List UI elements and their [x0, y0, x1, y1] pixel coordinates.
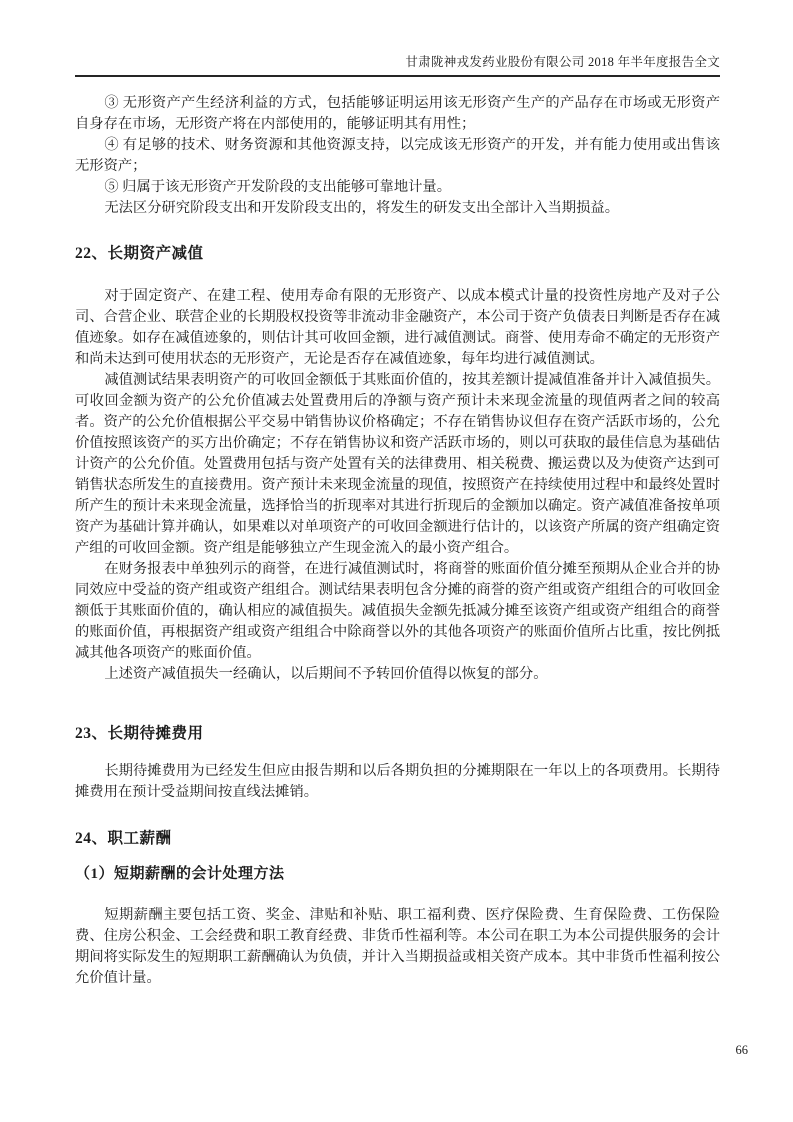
paragraph: 短期薪酬主要包括工资、奖金、津贴和补贴、职工福利费、医疗保险费、生育保险费、工伤保险费、住房公积金、工会经费和职工教育经费、非货币性福利等。本公司在职工为本公司提供服务的会计期间将实际发生的短期职工薪酬确认为负债，并计入当期损益或相关资产成本。其中非货币性福利按公允价值计量。	[75, 907, 720, 986]
paragraph: ⑤ 归属于该无形资产开发阶段的支出能够可靠地计量。	[104, 179, 452, 195]
paragraph: ④ 有足够的技术、财务资源和其他资源支持，以完成该无形资产的开发，并有能力使用或出售该无形资产；	[75, 137, 720, 174]
subsection-heading: （1）短期薪酬的会计处理方法	[75, 866, 285, 882]
section-heading-24: 24、职工薪酬	[75, 830, 172, 847]
paragraph: 对于固定资产、在建工程、使用寿命有限的无形资产、以成本模式计量的投资性房地产及对子公司、合营企业、联营企业的长期股权投资等非流动非金融资产，本公司于资产负债表日判断是否存在减值迹象。如存在减值迹象的，则估计其可收回金额，进行减值测试。商誉、使用寿命不确定的无形资产和尚未达到可使用状态的无形资产，无论是否存在减值迹象，每年均进行减值测试。	[75, 288, 720, 367]
page-content	[75, 0, 720, 989]
page-header	[75, 0, 720, 77]
header-title: 甘肃陇神戎发药业股份有限公司 2018 年半年度报告全文	[405, 55, 720, 69]
section-heading-22: 22、长期资产减值	[75, 245, 204, 262]
paragraph: 减值测试结果表明资产的可收回金额低于其账面价值的，按其差额计提减值准备并计入减值损失。可收回金额为资产的公允价值减去处置费用后的净额与资产预计未来现金流量的现值两者之间的较高者。资产的公允价值根据公平交易中销售协议价格确定；不存在销售协议但存在资产活跃市场的，公允价值按照该资产的买方出价确定；不存在销售协议和资产活跃市场的，则以可获取的最佳信息为基础估计资产的公允价值。处置费用包括与资产处置有关的法律费用、相关税费、搬运费以及为使资产达到可销售状态所发生的直接费用。资产预计未来现金流量的现值，按照资产在持续使用过程中和最终处置时所产生的预计未来现金流量，选择恰当的折现率对其进行折现后的金额加以确定。资产减值准备按单项资产为基础计算并确认，如果难以对单项资产的可收回金额进行估计的，以该资产所属的资产组确定资产组的可收回金额。资产组是能够独立产生现金流入的最小资产组合。	[75, 372, 720, 556]
paragraph: 上述资产减值损失一经确认，以后期间不予转回价值得以恢复的部分。	[104, 666, 548, 682]
paragraph: 在财务报表中单独列示的商誉，在进行减值测试时，将商誉的账面价值分摊至预期从企业合并的协同效应中受益的资产组或资产组组合。测试结果表明包含分摊的商誉的资产组或资产组组合的可收回金额低于其账面价值的，确认相应的减值损失。减值损失金额先抵减分摊至该资产组或资产组组合的商誉的账面价值，再根据资产组或资产组组合中除商誉以外的其他各项资产的账面价值所占比重，按比例抵减其他各项资产的账面价值。	[75, 561, 720, 661]
paragraph: 长期待摊费用为已经发生但应由报告期和以后各期负担的分摊期限在一年以上的各项费用。长期待摊费用在预计受益期间按直线法摊销。	[75, 763, 720, 800]
section-heading-23: 23、长期待摊费用	[75, 725, 204, 742]
paragraph: ③ 无形资产产生经济利益的方式，包括能够证明运用该无形资产生产的产品存在市场或无形资产自身存在市场，无形资产将在内部使用的，能够证明其有用性；	[75, 95, 720, 132]
paragraph: 无法区分研究阶段支出和开发阶段支出的，将发生的研发支出全部计入当期损益。	[104, 200, 619, 216]
page-number: 66	[735, 1043, 748, 1057]
